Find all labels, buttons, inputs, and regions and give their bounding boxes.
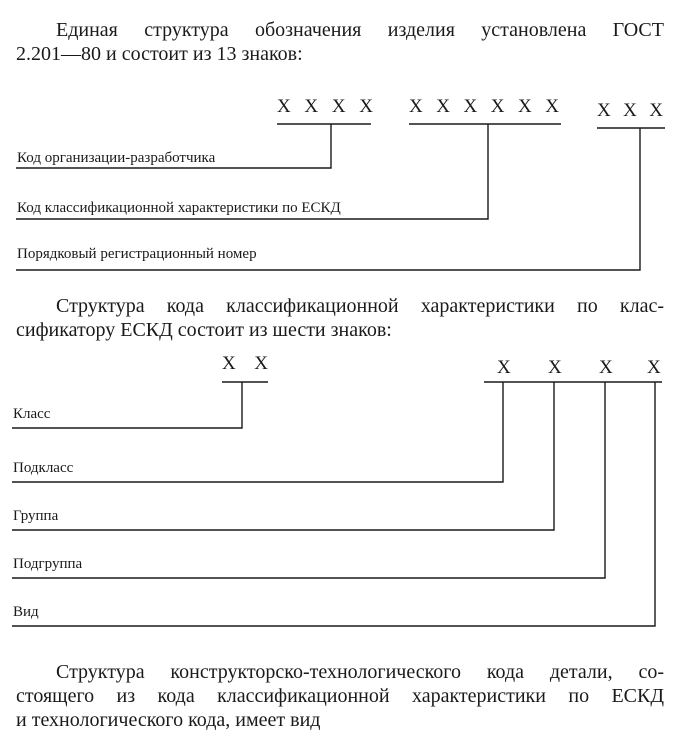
label-registration-number: Порядковый регистрационный номер bbox=[17, 246, 257, 262]
intro-line-1: Единая структура обозначения изделия установлена ГОСТ bbox=[56, 19, 664, 41]
digit-group-organization: X X X X bbox=[277, 96, 373, 117]
label-classification-code: Код классификационной характеристики по ЕСКД bbox=[17, 200, 341, 216]
outro-line-2: стоящего из кода классификационной характеристики по ЕСКД bbox=[16, 685, 664, 707]
digit-group-classification: X X X X X X bbox=[409, 96, 559, 117]
label-subgroup: Подгруппа bbox=[13, 556, 83, 572]
label-organization-code: Код организации-разработчика bbox=[17, 150, 216, 166]
outro-line-3: и технологического кода, имеет вид bbox=[16, 709, 321, 731]
intro-line-2: 2.201—80 и состоит из 13 знаков: bbox=[16, 43, 303, 65]
classification-code-diagram bbox=[12, 353, 662, 626]
leader-group bbox=[12, 382, 554, 530]
label-class: Класс bbox=[13, 406, 51, 422]
label-group: Группа bbox=[13, 508, 59, 524]
digit-subclass: X bbox=[497, 357, 511, 378]
digit-group-registration: X X X bbox=[597, 100, 663, 121]
label-kind: Вид bbox=[13, 604, 39, 620]
outro-line-1: Структура конструкторско-технологического кода детали, со- bbox=[56, 661, 664, 683]
label-subclass: Подкласс bbox=[13, 460, 74, 476]
digit-group: X bbox=[548, 357, 562, 378]
digit-subgroup: X bbox=[599, 357, 613, 378]
middle-line-1: Структура кода классификационной характеристики по клас- bbox=[56, 295, 664, 317]
leader-kind bbox=[12, 382, 655, 626]
designation-structure-diagram bbox=[16, 96, 665, 270]
leader-subclass bbox=[12, 382, 503, 482]
leader-subgroup bbox=[12, 382, 605, 578]
middle-line-2: сификатору ЕСКД состоит из шести знаков: bbox=[16, 319, 392, 341]
digit-kind: X bbox=[647, 357, 661, 378]
digit-group-class: X X bbox=[222, 353, 268, 374]
